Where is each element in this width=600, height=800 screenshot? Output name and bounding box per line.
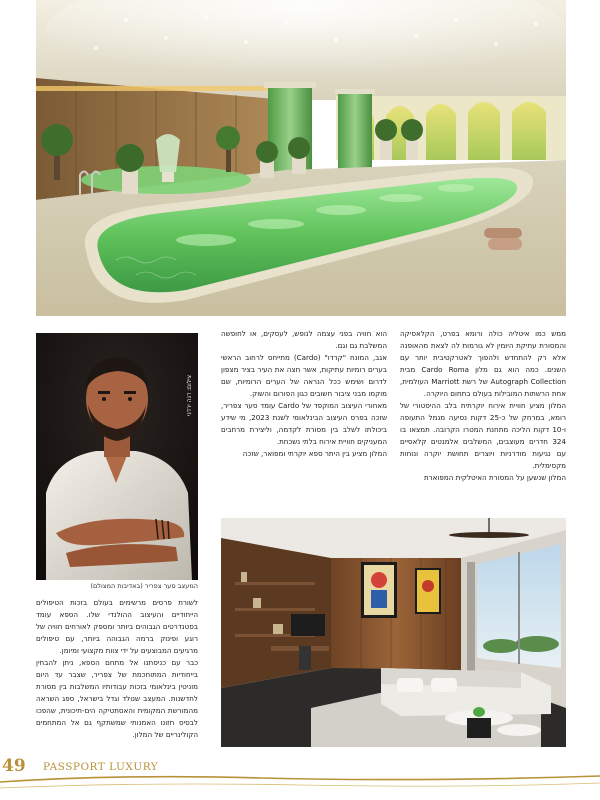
article-column-middle <box>221 328 387 460</box>
paragraph: כבר עם כניסתנו אל מתחם הספא, ניתן להבחין בייחודיות המתוחכמת של צפריר, שצבר עד היום מוניטין בינלאומי בזכות עבודותיו המשלבות בין מסורת לחדשנות. המעצב שנולד וגדל בישראל, ספג השראה מהמורשת המקומית והאסתטיקה הים-תיכונית, שהפכו לבסיס חזונו האמנותי שמשתקף גם אל המתחמים הקולינריים של המלון. <box>36 658 198 739</box>
paragraph: ממש כמו איטליה כולה ורומא בפרט, הקלאסיקה והמסורת עתיקת היומין לא גורמות לה לצאת מהאופנה אלא רק להתחדש ולהפוך לאטרקטיבית יותר עם השנים. כמה הוא גם מלון Cardo Roma מבית Autograph Collection של רשת Marriott העולמית, אחת הרשתות המובילות בעולם בתחום היוקרה. <box>400 329 566 398</box>
paragraph: המלון מציע בין היתר ספא יוקרתי ומפואר, שזכה <box>242 449 387 458</box>
paragraph: המלון מציע חוויית אירוח יוקרתית בלב ההיסטורי של רומא, במרחק של כ-25 דקות נסיעה מנמל התעופה ו-10 דקות הליכה מתחנת המטרו הקרובה. תמצאו בו 324 חדרים מעוצבים, המשלבים אלמנטים קלאסיים עם נגיעות מודרניות ויוצרים תחושת יוקרה ונוחות מקסימלית. <box>400 401 566 470</box>
magazine-name: PASSPORT LUXURY <box>43 761 159 773</box>
photo-credit: צילום: דנה ירדני <box>186 374 193 416</box>
article-column-left <box>36 597 198 741</box>
designer-portrait-illustration <box>36 333 198 580</box>
paragraph: הוא חוויה בפני עצמה לנופש, לעסקים, או לחופשה המשלבת גם וגם. <box>221 329 387 350</box>
article-column-right <box>400 328 566 484</box>
hotel-room-photo <box>221 518 566 747</box>
paragraph: אגב, המונח "קרדו" (Cardo) מתייחס לרחוב הראשי בערים רומיות עתיקות, אשר חצה את העיר בציר מצפון לדרום ושימש ככל הנראה של הערים הרומיות, שם מוקמו מבני ציבור חשובים כגון הפורום והשוק. <box>221 353 387 398</box>
portrait-caption: המעצב סער צפריר (באדיבות המצולם) <box>90 582 198 590</box>
paragraph: מאחורי העיצוב המוקפד של Cardo עומד סער צפריר, שזכה בפרס העיצוב הבינלאומי לשנת 2023, מי שידע ביכולתו לשלב בין מסורת לקדמה, וליצירת מרחבים המעניקים חוויית אירוח בלתי נשכחת. <box>221 401 388 446</box>
spa-pool-illustration <box>36 0 566 316</box>
footer-gold-swoosh <box>0 752 600 800</box>
paragraph: המלון שנשען על המסורת האיטלקית המפוארת <box>423 473 566 482</box>
page-number: 49 <box>2 756 26 776</box>
spa-pool-photo <box>36 0 566 316</box>
hotel-room-illustration <box>221 518 566 747</box>
paragraph: לשורת פרסים מרשימים בעולם בזכות הטיפולים הייחודיים והעיצוב ההולנדי שלו. הספא עומד בסטנדרטים הגבוהים ביותר ומספק לאורחים חוויה של רוגע ופינוק ברמה הגבוהה ביותר, עם טיפולים מרגיעים המבוצעים על ידי צוות מקצועי ומיומן. <box>36 598 198 655</box>
designer-portrait-photo <box>36 333 198 580</box>
